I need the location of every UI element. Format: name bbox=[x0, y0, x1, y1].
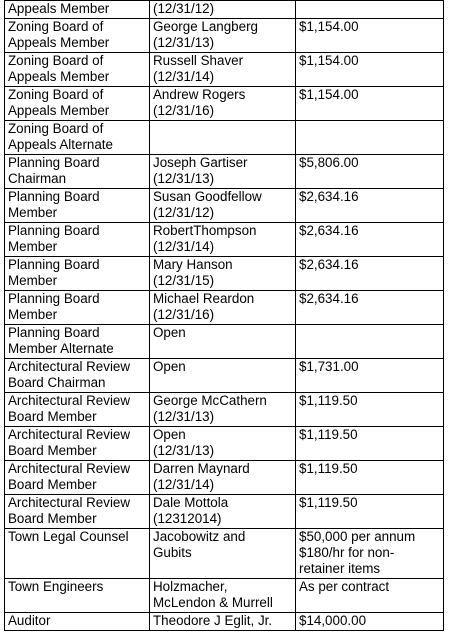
salary-cell bbox=[296, 1, 444, 19]
name-term-cell: Holzmacher, McLendon & Murrell bbox=[150, 579, 296, 613]
name-term-cell: Darren Maynard (12/31/14) bbox=[150, 461, 296, 495]
name-term-cell: Dale Mottola (12312014) bbox=[150, 495, 296, 529]
salary-cell bbox=[296, 121, 444, 155]
salary-cell: $1,119.50 bbox=[296, 427, 444, 461]
table-row bbox=[5, 461, 444, 495]
position-cell: Zoning Board of Appeals Member bbox=[5, 87, 150, 121]
salary-cell: $2,634.16 bbox=[296, 223, 444, 257]
salary-cell: $1,154.00 bbox=[296, 19, 444, 53]
salary-cell: $5,806.00 bbox=[296, 155, 444, 189]
salary-cell: $2,634.16 bbox=[296, 257, 444, 291]
table-row bbox=[5, 291, 444, 325]
name-term-cell: Andrew Rogers (12/31/16) bbox=[150, 87, 296, 121]
name-term-cell: Joseph Gartiser (12/31/13) bbox=[150, 155, 296, 189]
table-body bbox=[5, 1, 444, 631]
name-term-cell: Mary Hanson (12/31/15) bbox=[150, 257, 296, 291]
salary-cell: $1,119.50 bbox=[296, 495, 444, 529]
name-term-cell: RobertThompson (12/31/14) bbox=[150, 223, 296, 257]
table-row bbox=[5, 223, 444, 257]
name-term-cell: George Langberg (12/31/13) bbox=[150, 19, 296, 53]
salary-cell: $1,119.50 bbox=[296, 393, 444, 427]
position-cell: Architectural Review Board Member bbox=[5, 495, 150, 529]
table-row bbox=[5, 613, 444, 631]
name-term-cell: Russell Shaver (12/31/14) bbox=[150, 53, 296, 87]
name-term-cell bbox=[150, 121, 296, 155]
salary-cell: $50,000 per annum $180/hr for non- retainer items bbox=[296, 529, 444, 579]
name-term-cell: Jacobowitz and Gubits bbox=[150, 529, 296, 579]
name-term-cell: Michael Reardon (12/31/16) bbox=[150, 291, 296, 325]
position-cell: Planning Board Member bbox=[5, 257, 150, 291]
position-cell: Zoning Board of Appeals Member bbox=[5, 19, 150, 53]
name-term-cell: George McCathern (12/31/13) bbox=[150, 393, 296, 427]
table-row bbox=[5, 579, 444, 613]
position-cell: Zoning Board of Appeals Member bbox=[5, 53, 150, 87]
position-cell: Planning Board Member bbox=[5, 291, 150, 325]
position-cell: Auditor bbox=[5, 613, 150, 631]
position-cell: Planning Board Member bbox=[5, 189, 150, 223]
salary-cell: $1,731.00 bbox=[296, 359, 444, 393]
salary-cell: As per contract bbox=[296, 579, 444, 613]
salary-cell: $1,154.00 bbox=[296, 53, 444, 87]
name-term-cell: Open bbox=[150, 359, 296, 393]
officials-table-container bbox=[4, 0, 444, 631]
salary-cell: $14,000.00 bbox=[296, 613, 444, 631]
table-row bbox=[5, 19, 444, 53]
salary-cell: $2,634.16 bbox=[296, 291, 444, 325]
position-cell: Zoning Board of Appeals Alternate bbox=[5, 121, 150, 155]
position-cell: Architectural Review Board Member bbox=[5, 393, 150, 427]
officials-salary-table bbox=[4, 0, 444, 631]
table-row bbox=[5, 393, 444, 427]
table-row bbox=[5, 87, 444, 121]
position-cell: Planning Board Member Alternate bbox=[5, 325, 150, 359]
table-row bbox=[5, 121, 444, 155]
position-cell: Town Engineers bbox=[5, 579, 150, 613]
position-cell: Planning Board Chairman bbox=[5, 155, 150, 189]
position-cell: Architectural Review Board Member bbox=[5, 461, 150, 495]
table-row bbox=[5, 529, 444, 579]
table-row bbox=[5, 427, 444, 461]
salary-cell bbox=[296, 325, 444, 359]
position-cell: Architectural Review Board Chairman bbox=[5, 359, 150, 393]
salary-cell: $1,154.00 bbox=[296, 87, 444, 121]
table-row bbox=[5, 257, 444, 291]
name-term-cell: Open bbox=[150, 325, 296, 359]
name-term-cell: Theodore J Eglit, Jr. bbox=[150, 613, 296, 631]
salary-cell: $2,634.16 bbox=[296, 189, 444, 223]
position-cell: Architectural Review Board Member bbox=[5, 427, 150, 461]
table-row bbox=[5, 359, 444, 393]
position-cell: Appeals Member bbox=[5, 1, 150, 19]
table-row bbox=[5, 325, 444, 359]
table-row bbox=[5, 155, 444, 189]
position-cell: Town Legal Counsel bbox=[5, 529, 150, 579]
name-term-cell: Susan Goodfellow (12/31/12) bbox=[150, 189, 296, 223]
salary-cell: $1,119.50 bbox=[296, 461, 444, 495]
table-row bbox=[5, 53, 444, 87]
table-row bbox=[5, 1, 444, 19]
name-term-cell: Open (12/31/13) bbox=[150, 427, 296, 461]
table-row bbox=[5, 495, 444, 529]
table-row bbox=[5, 189, 444, 223]
name-term-cell: (12/31/12) bbox=[150, 1, 296, 19]
position-cell: Planning Board Member bbox=[5, 223, 150, 257]
